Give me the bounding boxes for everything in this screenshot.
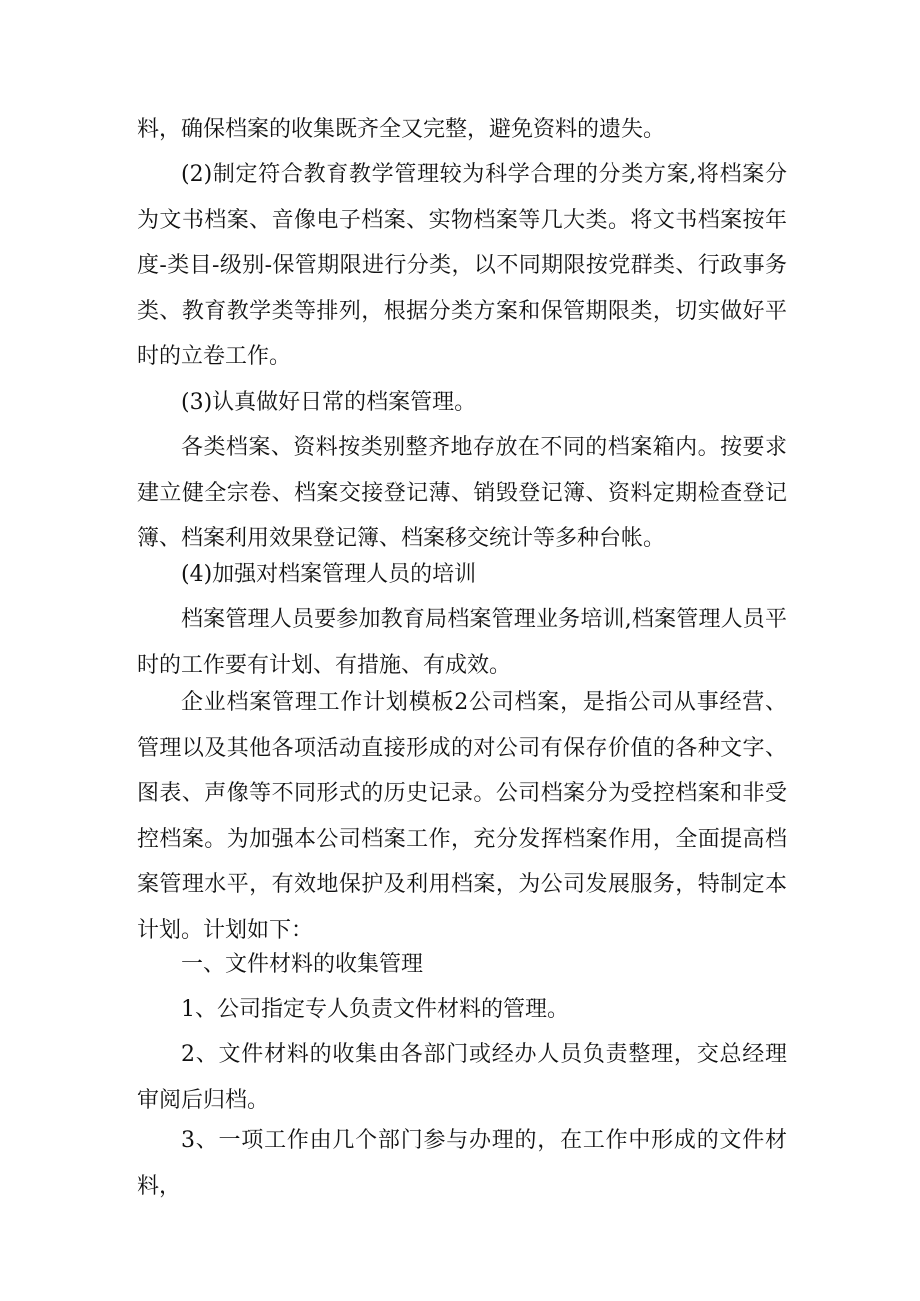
paragraph-1: 料，确保档案的收集既齐全又完整，避免资料的遗失。: [137, 117, 666, 142]
paragraph-7: 企业档案管理工作计划模板2公司档案，是指公司从事经营、管理以及其他各项活动直接形成的对公司有保存价值的各种文字、图表、声像等不同形式的历史记录。公司档案分为受控档案和非受控档案。为加强本公司档案工作，充分发挥档案作用，全面提高档案管理水平，有效地保护及利用档案，为公司发展服务，特制定本计划。计划如下：: [137, 690, 787, 943]
paragraph-5: (4)加强对档案管理人员的培训: [181, 562, 477, 587]
paragraph-4: 各类档案、资料按类别整齐地存放在不同的档案箱内。按要求建立健全宗卷、档案交接登记薄、销毁登记簿、资料定期检查登记簿、档案利用效果登记簿、档案移交统计等多种台帐。: [137, 435, 787, 551]
paragraph-11: 3、一项工作由几个部门参与办理的，在工作中形成的文件材料，: [137, 1128, 787, 1199]
paragraph-8: 一、文件材料的收集管理: [181, 952, 424, 977]
paragraph-9: 1、公司指定专人负责文件材料的管理。: [181, 997, 569, 1022]
paragraph-6: 档案管理人员要参加教育局档案管理业务培训,档案管理人员平时的工作要有计划、有措施、有成效。: [137, 607, 787, 678]
paragraph-3: (3)认真做好日常的档案管理。: [181, 390, 477, 415]
paragraph-2: (2)制定符合教育教学管理较为科学合理的分类方案,将档案分为文书档案、音像电子档案、实物档案等几大类。将文书档案按年度-类目-级别-保管期限进行分类，以不同期限按党群类、行政事务类、教育教学类等排列，根据分类方案和保管期限类，切实做好平时的立卷工作。: [137, 162, 787, 369]
paragraph-10: 2、文件材料的收集由各部门或经办人员负责整理，交总经理审阅后归档。: [137, 1042, 787, 1113]
